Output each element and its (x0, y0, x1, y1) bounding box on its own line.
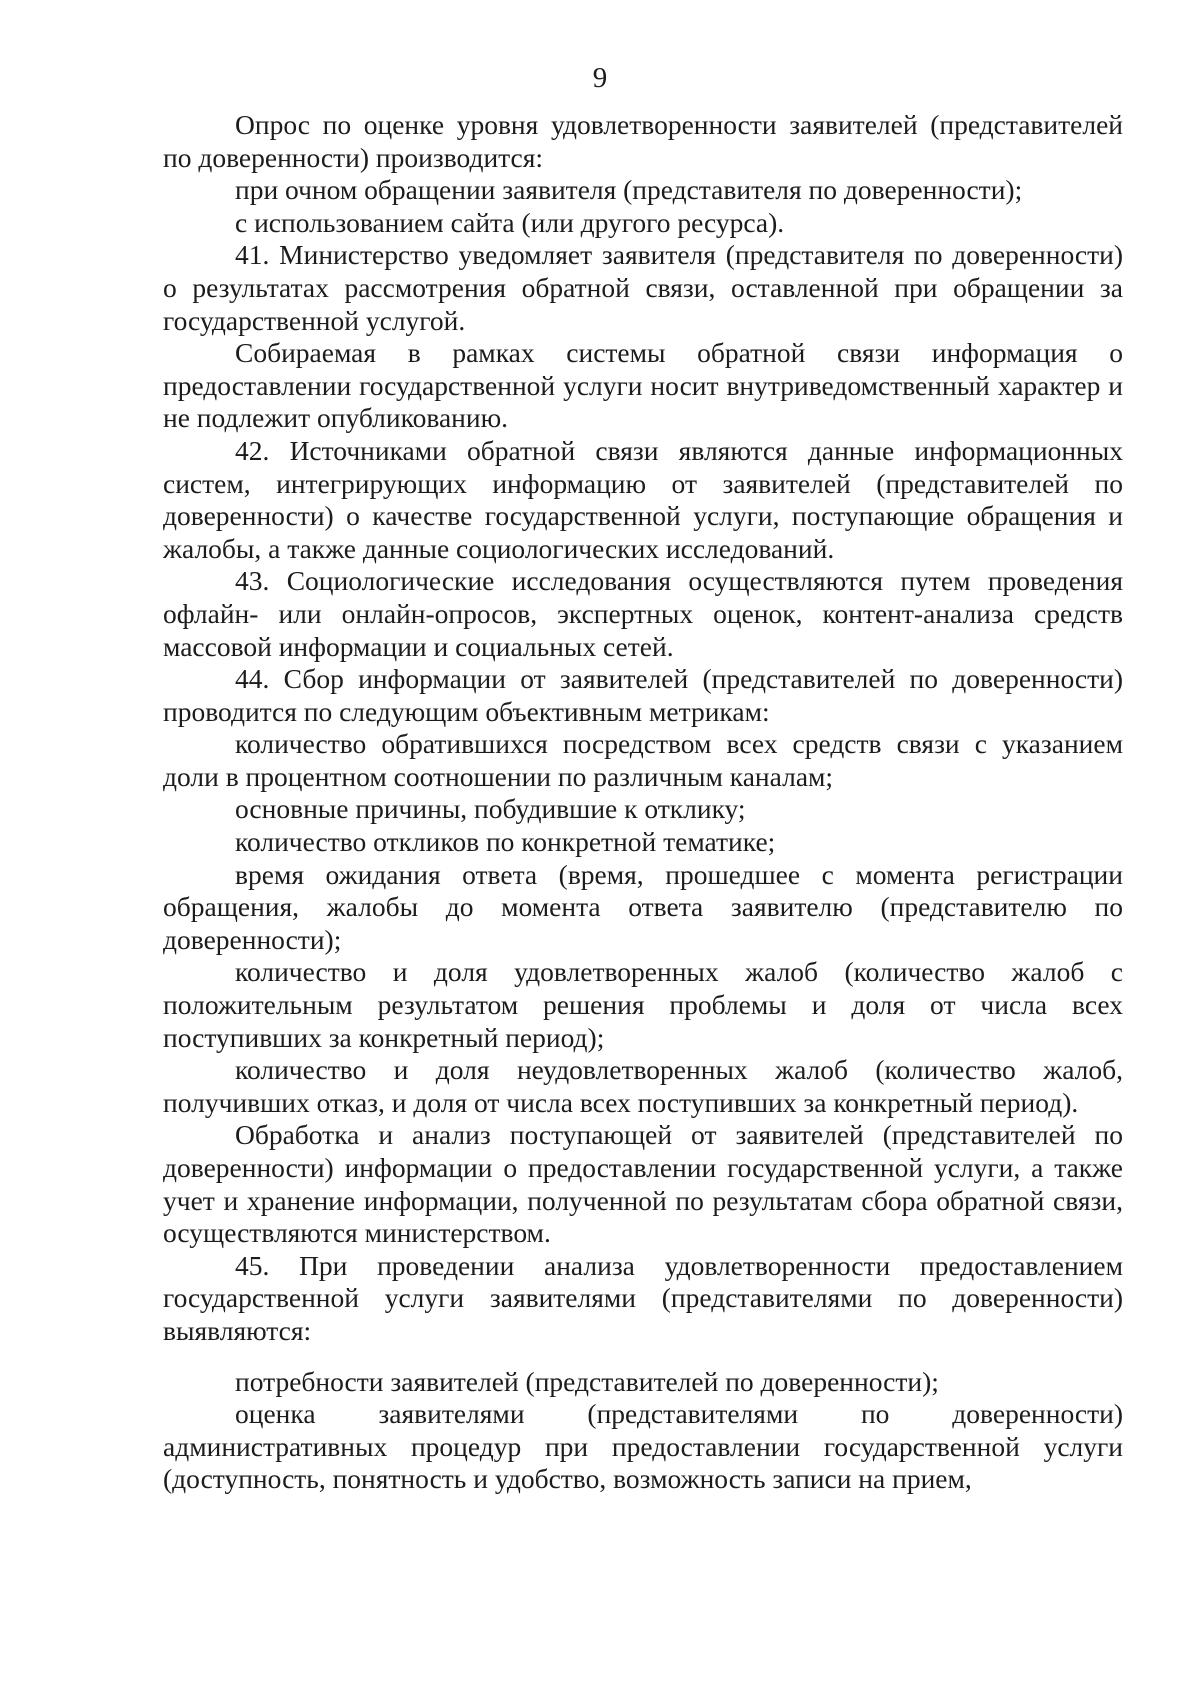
metric-main-reasons: основные причины, побудившие к отклику; (235, 793, 746, 825)
metric-contacts-count: количество обратившихся посредством всех средств связи с указанием доли в процентном соотношении по различным каналам; (163, 728, 1123, 792)
paragraph-item-44: 44. Сбор информации от заявителей (представителей по доверенности) проводится по следующим объективным метрикам: (163, 663, 1123, 727)
paragraph-processing: Обработка и анализ поступающей от заявителей (представителей по доверенности) информации о предоставлении государственной услуги, а также учет и хранение информации, полученной по результатам сбора обратной связи, осуществляются министерством. (163, 1119, 1123, 1249)
page-number: 9 (592, 62, 608, 94)
paragraph-item-43: 43. Социологические исследования осуществляются путем проведения офлайн- или онлайн-опросов, экспертных оценок, контент-анализа средств массовой информации и социальных сетей. (163, 565, 1123, 662)
metric-topic-responses: количество откликов по конкретной тематике; (235, 826, 776, 858)
paragraph-needs: потребности заявителей (представителей по доверенности); (235, 1365, 939, 1397)
paragraph-collected-info: Собираемая в рамках системы обратной связи информация о предоставлении государственной услуги носит внутриведомственный характер и не подлежит опубликованию. (163, 337, 1123, 434)
document-body (163, 109, 1123, 1496)
metric-unsatisfied-complaints: количество и доля неудовлетворенных жалоб (количество жалоб, получивших отказ, и доля от числа всех поступивших за конкретный период). (163, 1054, 1123, 1118)
paragraph-assessment: оценка заявителями (представителями по доверенности) административных процедур при предоставлении государственной услуги (доступность, понятность и удобство, возможность записи на прием, (163, 1398, 1123, 1495)
metric-wait-time: время ожидания ответа (время, прошедшее с момента регистрации обращения, жалобы до момента ответа заявителю (представителю по доверенности); (163, 858, 1123, 955)
metric-satisfied-complaints: количество и доля удовлетворенных жалоб (количество жалоб с положительным результатом решения проблемы и доля от числа всех поступивших за конкретный период); (163, 956, 1123, 1053)
paragraph-item-42: 42. Источниками обратной связи являются данные информационных систем, интегрирующих информацию от заявителей (представителей по доверенности) о качестве государственной услуги, поступающие обращения и жалобы, а также данные социологических исследований. (163, 434, 1123, 564)
paragraph-website: с использованием сайта (или другого ресурса). (235, 206, 785, 238)
paragraph-survey-intro: Опрос по оценке уровня удовлетворенности заявителей (представителей по доверенности) производится: (163, 109, 1123, 173)
paragraph-in-person: при очном обращении заявителя (представителя по доверенности); (235, 174, 1023, 206)
paragraph-item-41: 41. Министерство уведомляет заявителя (представителя по доверенности) о результатах рассмотрения обратной связи, оставленной при обращении за государственной услугой. (163, 239, 1123, 336)
paragraph-item-45: 45. При проведении анализа удовлетворенности предоставлением государственной услуги заявителями (представителями по доверенности) выявляются: (163, 1249, 1123, 1346)
